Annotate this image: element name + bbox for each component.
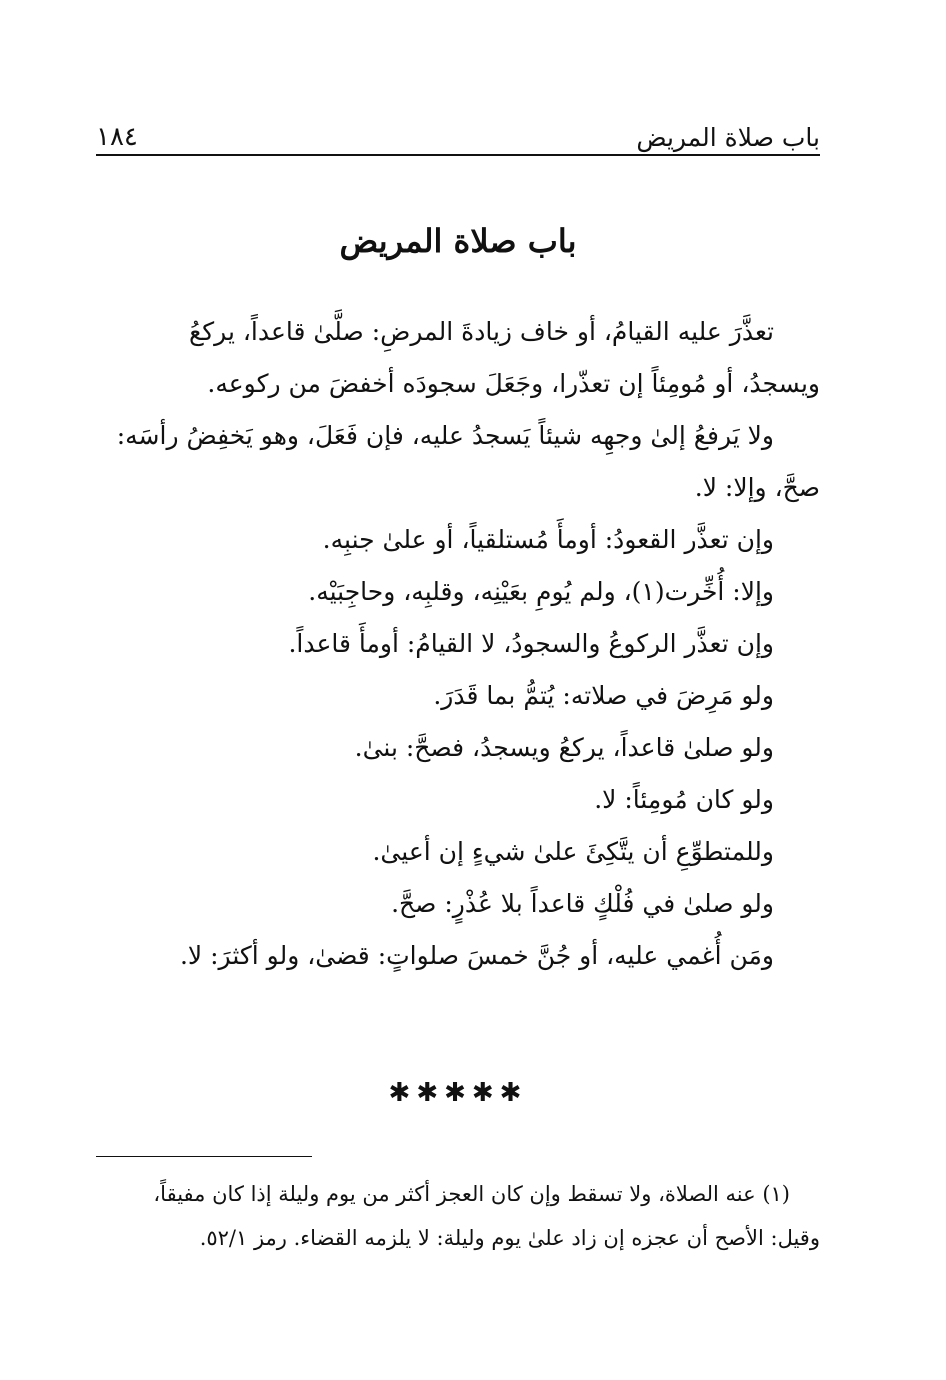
ruling-line: ومَن أُغمي عليه، أو جُنَّ خمسَ صلواتٍ: قضىٰ، ولو أكثرَ: لا. bbox=[179, 941, 774, 970]
paragraph bbox=[96, 410, 820, 514]
footnote-divider bbox=[96, 1156, 312, 1157]
ruling-line: ولو مَرِضَ في صلاته: يُتمُّ بما قَدَرَ. bbox=[433, 681, 774, 710]
ruling-line: وإن تعذَّر الركوعُ والسجودُ، لا القيامُ: أومأَ قاعداً. bbox=[288, 629, 774, 658]
footnote-line: وقيل: الأصح أن عجزه إن زاد علىٰ يوم وليلة: لا يلزمه القضاء. رمز ٥٢/١. bbox=[199, 1226, 820, 1250]
book-page bbox=[96, 0, 820, 1380]
ruling-line: ولو صلىٰ قاعداً، يركعُ ويسجدُ، فصحَّ: بنىٰ. bbox=[354, 733, 774, 762]
footnotes bbox=[96, 1172, 820, 1260]
ruling-line: وإن تعذَّر القعودُ: أومأَ مُستلقياً، أو علىٰ جنبِه. bbox=[322, 525, 774, 554]
ruling-line: وللمتطوِّعِ أن يتَّكِئَ علىٰ شيءٍ إن أعيىٰ. bbox=[372, 837, 774, 866]
ruling-line: وإلا: أُخِّرت(١)، ولم يُومِ بعَيْنِه، وقلبِه، وحاجِبَيْه. bbox=[308, 577, 774, 606]
paragraph-line: صحَّ، وإلا: لا. bbox=[694, 473, 820, 502]
page-number: ١٨٤ bbox=[96, 122, 138, 152]
running-header bbox=[96, 112, 820, 156]
paragraph-line: تعذَّرَ عليه القيامُ، أو خاف زيادةَ المرضِ: صلَّىٰ قاعداً، يركعُ bbox=[188, 317, 774, 346]
chapter-title: باب صلاة المريض bbox=[339, 222, 577, 260]
footnote-line: (١) عنه الصلاة، ولا تسقط وإن كان العجز أكثر من يوم وليلة إذا كان مفيقاً، bbox=[153, 1182, 790, 1206]
ruling-line: ولو صلىٰ في فُلْكٍ قاعداً بلا عُذْرٍ: صحَّ. bbox=[391, 889, 774, 918]
paragraph-line: ولا يَرفعُ إلىٰ وجهِه شيئاً يَسجدُ عليه، فإن فَعَلَ، وهو يَخفِضُ رأسَه: bbox=[116, 421, 774, 450]
section-ornament: ✱✱✱✱✱ bbox=[388, 1078, 528, 1108]
body-text bbox=[96, 306, 820, 982]
paragraph bbox=[96, 306, 820, 410]
paragraph-line: ويسجدُ، أو مُومِئاً إن تعذّرا، وجَعَلَ سجودَه أخفضَ من ركوعه. bbox=[207, 369, 820, 398]
running-title: باب صلاة المريض bbox=[636, 123, 820, 152]
ruling-line: ولو كان مُومِئاً: لا. bbox=[594, 785, 774, 814]
